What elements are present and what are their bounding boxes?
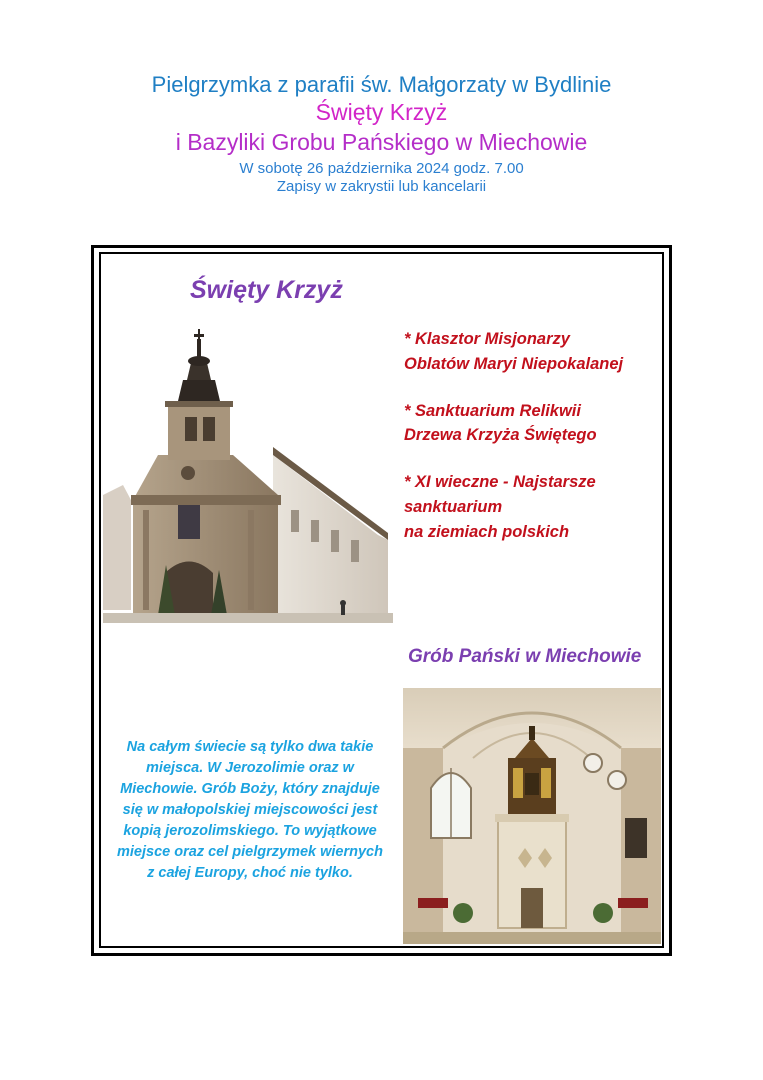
highlight-line: * Klasztor Misjonarzy [404, 330, 570, 348]
section-title-grob-panski: Grób Pański w Miechowie [408, 646, 642, 667]
highlight-line: na ziemiach polskich [404, 522, 570, 541]
highlight-item [404, 399, 659, 449]
description-line: z całej Europy, choć nie tylko. [147, 865, 353, 882]
header-signup: Zapisy w zakrystii lub kancelarii [276, 177, 487, 195]
flyer-header [0, 72, 763, 196]
description-line: miejsce oraz cel pielgrzymek wiernych [117, 844, 383, 861]
highlight-line: * XI wieczne - Najstarsze [404, 473, 596, 491]
header-destination-1: Święty Krzyż [315, 99, 448, 126]
header-date: W sobotę 26 października 2024 godz. 7.00 [239, 159, 524, 177]
tomb-interior-photo [403, 688, 661, 944]
grob-panski-description [103, 737, 397, 884]
description-line: miejsca. W Jerozolimie oraz w [146, 760, 354, 777]
header-destination-2: i Bazyliki Grobu Pańskiego w Miechowie [175, 128, 588, 155]
description-line: Miechowie. Grób Boży, który znajduje [120, 781, 380, 798]
church-photo [103, 325, 393, 623]
highlight-line: Drzewa Krzyża Świętego [404, 426, 597, 445]
description-line: Na całym świecie są tylko dwa takie [126, 739, 374, 755]
description-line: się w małopolskiej miejscowości jest [122, 802, 378, 819]
section-title-swiety-krzyz: Święty Krzyż [190, 276, 343, 304]
highlight-item [404, 327, 659, 377]
swiety-krzyz-highlights [404, 327, 659, 566]
description-line: kopią jerozolimskiego. To wyjątkowe [123, 823, 377, 840]
highlight-item [404, 470, 659, 544]
highlight-line: * Sanktuarium Relikwii [404, 401, 581, 420]
highlight-line: sanktuarium [404, 497, 503, 516]
highlight-line: Oblatów Maryi Niepokalanej [404, 354, 624, 373]
header-pilgrimage-line: Pielgrzymka z parafii św. Małgorzaty w Bydlinie [151, 72, 612, 97]
